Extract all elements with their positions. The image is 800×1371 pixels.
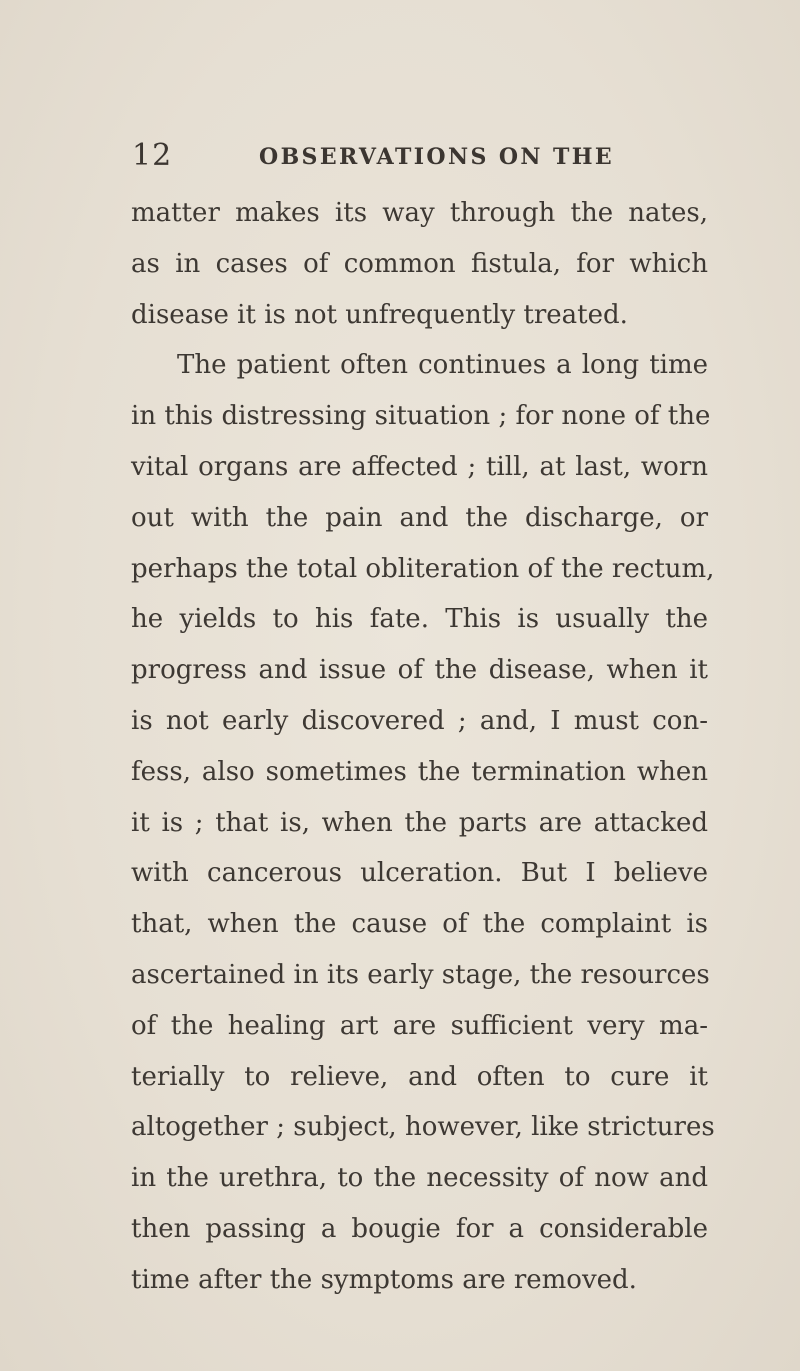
text-line: terially to relieve, and often to cure it bbox=[131, 1061, 708, 1092]
running-title: OBSERVATIONS ON THE bbox=[259, 144, 615, 170]
text-line: that, when the cause of the complaint is bbox=[131, 909, 708, 940]
body-text bbox=[131, 188, 715, 1306]
text-line: with cancerous ulceration. But I believe bbox=[131, 858, 708, 889]
text-line: in this distressing situation ; for none of the bbox=[131, 401, 711, 432]
text-line: fess, also sometimes the termination when bbox=[131, 756, 708, 787]
text-line: altogether ; subject, however, like strictures bbox=[131, 1112, 715, 1143]
text-line: in the urethra, to the necessity of now and bbox=[131, 1163, 708, 1194]
paragraph-start-line: The patient often continues a long time bbox=[177, 350, 708, 381]
text-line: perhaps the total obliteration of the rectum, bbox=[131, 553, 715, 584]
text-line: of the healing art are sufficient very ma- bbox=[131, 1010, 708, 1041]
text-line: matter makes its way through the nates, bbox=[131, 198, 708, 228]
text-line: ascertained in its early stage, the resources bbox=[131, 959, 710, 990]
text-line: then passing a bougie for a considerable bbox=[131, 1213, 708, 1244]
text-line: progress and issue of the disease, when it bbox=[131, 655, 708, 686]
page-number: 12 bbox=[132, 138, 173, 173]
page-header bbox=[132, 138, 702, 182]
text-line: disease it is not unfrequently treated. bbox=[131, 299, 628, 330]
text-line: he yields to his fate. This is usually the bbox=[131, 604, 708, 635]
text-line: out with the pain and the discharge, or bbox=[131, 502, 708, 533]
text-line: it is ; that is, when the parts are attacked bbox=[131, 807, 708, 838]
text-line: is not early discovered ; and, I must con- bbox=[131, 705, 708, 736]
text-line: vital organs are affected ; till, at last, worn bbox=[131, 451, 708, 482]
text-line: time after the symptoms are removed. bbox=[131, 1264, 637, 1295]
text-line: as in cases of common fistula, for which bbox=[131, 248, 708, 279]
